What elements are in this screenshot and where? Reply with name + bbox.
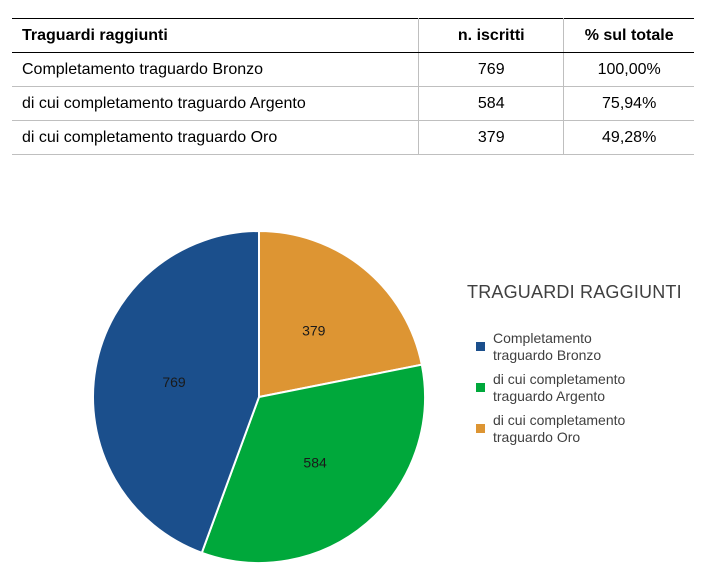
legend-item-oro — [476, 412, 676, 446]
row-label: di cui completamento traguardo Oro — [12, 121, 419, 155]
legend-swatch — [476, 383, 485, 392]
legend-label-line: traguardo Oro — [493, 429, 581, 445]
chart-legend — [476, 330, 676, 453]
row-iscritti: 769 — [419, 53, 564, 87]
legend-swatch — [476, 424, 485, 433]
legend-label — [493, 371, 625, 405]
legend-label — [493, 330, 601, 364]
row-iscritti: 584 — [419, 87, 564, 121]
legend-swatch — [476, 342, 485, 351]
row-percentuale: 49,28% — [564, 121, 694, 155]
header-traguardi: Traguardi raggiunti — [12, 19, 419, 53]
row-label: di cui completamento traguardo Argento — [12, 87, 419, 121]
legend-item-bronzo — [476, 330, 676, 364]
table-row — [12, 87, 694, 121]
pie-chart — [0, 210, 440, 570]
legend-label-line: traguardo Bronzo — [493, 347, 602, 363]
table-row — [12, 121, 694, 155]
legend-label-line: di cui completamento — [493, 412, 626, 428]
slice-bronzo-label: 769 — [162, 373, 186, 390]
slice-argento-label: 584 — [303, 454, 327, 471]
row-percentuale: 75,94% — [564, 87, 694, 121]
chart-title: TRAGUARDI RAGGIUNTI — [467, 282, 682, 302]
table-header-row — [12, 19, 694, 53]
slice-oro-label: 379 — [302, 322, 326, 339]
results-table — [12, 18, 694, 155]
legend-label-line: di cui completamento — [493, 371, 626, 387]
header-percentuale: % sul totale — [564, 19, 694, 53]
legend-label-line: traguardo Argento — [493, 388, 606, 404]
row-iscritti: 379 — [419, 121, 564, 155]
legend-label-line: Completamento — [493, 330, 592, 346]
legend-item-argento — [476, 371, 676, 405]
legend-label — [493, 412, 625, 446]
header-iscritti: n. iscritti — [419, 19, 564, 53]
row-label: Completamento traguardo Bronzo — [12, 53, 419, 87]
table-row — [12, 53, 694, 87]
row-percentuale: 100,00% — [564, 53, 694, 87]
